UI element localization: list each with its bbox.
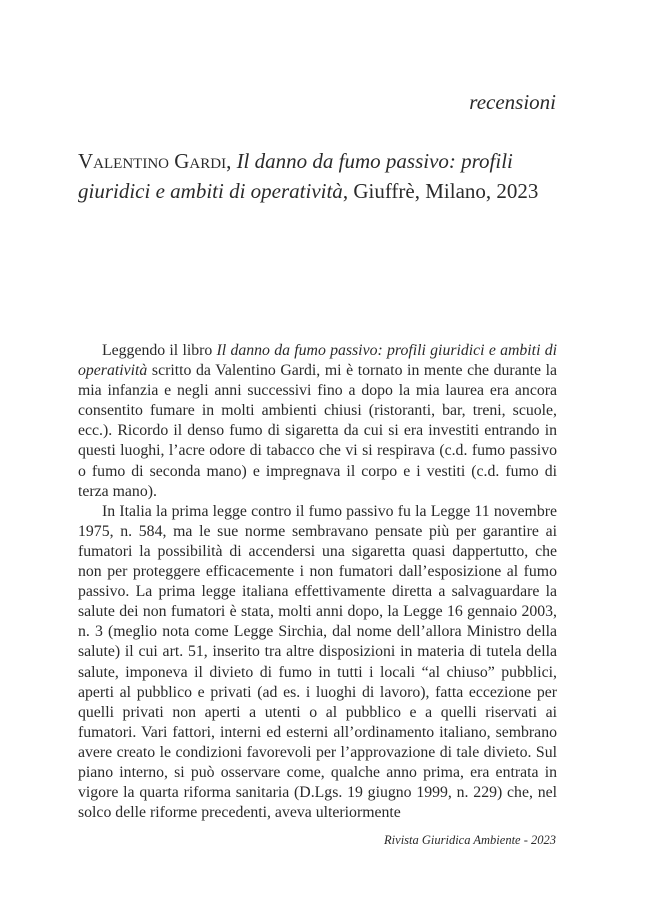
review-heading <box>78 146 568 206</box>
section-label: recensioni <box>469 90 556 114</box>
book-title: Il danno da fumo passivo: profili giuridici e ambiti di operatività <box>78 149 513 203</box>
book-author: Valentino Gardi <box>78 149 227 173</box>
heading-separator: , <box>226 149 237 173</box>
paragraph-1-rest: scritto da Valentino Gardi, mi è tornato in mente che durante la mia infanzia e negli anni successivi fino a dopo la mia laurea era ancora consentito fumare in molti ambienti chiusi (ristoranti, bar, treni, scuole, ecc.). Ricordo il denso fumo di sigaretta da cui si era investiti entrando in questi luoghi, l’acre odore di tabacco che vi si respirava (c.d. fumo passivo o fumo di seconda mano) e impregnava il corpo e i vestiti (c.d. fumo di terza mano). <box>78 362 557 500</box>
paragraph-1 <box>78 341 557 502</box>
paragraph-1-book-title: Il danno da fumo passivo: profili giuridici e ambiti di operatività <box>78 342 557 380</box>
paragraph-1-intro: Leggendo il libro <box>102 342 217 359</box>
paragraph-2: In Italia la prima legge contro il fumo passivo fu la Legge 11 novembre 1975, n. 584, ma le sue norme sembravano pensate più per garantire ai fumatori la possibilità di accendersi una sigaretta quasi dappertutto, che non per proteggere efficacemente i non fumatori dall’esposizione al fumo passivo. La prima legge italiana effettivamente diretta a salvaguardare la salute dei non fumatori è stata, molti anni dopo, la Legge 16 gennaio 2003, n. 3 (meglio nota come Legge Sirchia, dal nome dell’allora Ministro della salute) il cui art. 51, inserito tra altre disposizioni in materia di tutela della salute, imponeva il divieto di fumo in tutti i locali “al chiuso” pubblici, aperti al pubblico e privati (ad es. i luoghi di lavoro), fatta eccezione per quelli privati non aperti a utenti o al pubblico e a quelli riservati ai fumatori. Vari fattori, interni ed esterni all’ordinamento italiano, sembrano avere creato le condizioni favorevoli per l’approvazione di tale divieto. Sul piano interno, si può osservare come, qualche anno prima, era entrata in vigore la quarta riforma sanitaria (D.Lgs. 19 giugno 1999, n. 229) che, nel solco delle riforme precedenti, aveva ulteriormente <box>78 502 557 822</box>
review-body <box>78 341 557 823</box>
journal-footer: Rivista Giuridica Ambiente - 2023 <box>384 833 556 847</box>
book-publisher: , Giuffrè, Milano, 2023 <box>342 179 539 203</box>
